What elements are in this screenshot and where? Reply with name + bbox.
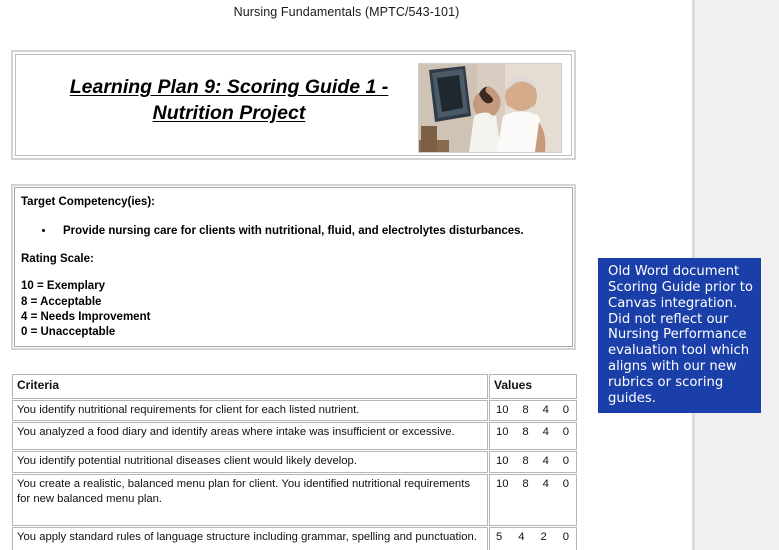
criteria-cell: You create a realistic, balanced menu plan for client. You identified nutritional requirements for new balanced menu plan. bbox=[12, 474, 488, 526]
table-row bbox=[12, 474, 577, 526]
competency-bullet-list bbox=[21, 224, 562, 239]
value-option[interactable]: 0 bbox=[562, 426, 569, 439]
criteria-cell: You identify nutritional requirements for client for each listed nutrient. bbox=[12, 400, 488, 422]
value-option[interactable]: 4 bbox=[542, 426, 549, 439]
value-option[interactable]: 4 bbox=[518, 530, 525, 543]
value-options bbox=[494, 403, 572, 418]
criteria-cell: You apply standard rules of language structure including grammar, spelling and punctuation. bbox=[12, 527, 488, 550]
value-option[interactable]: 10 bbox=[496, 426, 509, 439]
target-competency-box bbox=[11, 184, 576, 350]
rating-scale-item-10: 10 = Exemplary bbox=[21, 280, 106, 293]
xray-scene-illustration bbox=[419, 64, 561, 152]
column-header-criteria: Criteria bbox=[12, 374, 488, 399]
values-cell bbox=[489, 474, 577, 526]
rating-scale-item-0: 0 = Unacceptable bbox=[21, 326, 116, 339]
value-option[interactable]: 10 bbox=[496, 403, 509, 416]
value-option[interactable]: 0 bbox=[562, 455, 569, 468]
value-option[interactable]: 10 bbox=[496, 455, 509, 468]
value-option[interactable]: 2 bbox=[540, 530, 547, 543]
table-row bbox=[12, 422, 577, 450]
value-option[interactable]: 0 bbox=[562, 403, 569, 416]
value-option[interactable]: 0 bbox=[562, 477, 569, 490]
table-row bbox=[12, 527, 577, 550]
target-competency-content bbox=[14, 187, 573, 347]
title-banner-inner bbox=[15, 54, 572, 156]
competency-heading: Target Competency(ies): bbox=[21, 196, 155, 208]
annotation-callout: Old Word document Scoring Guide prior to Canvas integration. Did not reflect our Nursing Performance evaluation tool which aligns with our new rubrics or scoring guides. bbox=[598, 258, 761, 413]
criteria-table-body bbox=[12, 400, 577, 550]
value-option[interactable]: 8 bbox=[522, 403, 529, 416]
criteria-table bbox=[11, 373, 578, 550]
value-options bbox=[494, 454, 572, 469]
value-option[interactable]: 5 bbox=[496, 530, 503, 543]
values-cell bbox=[489, 400, 577, 422]
rating-scale-item-8: 8 = Acceptable bbox=[21, 295, 102, 308]
header-photo bbox=[418, 63, 562, 153]
criteria-cell: You analyzed a food diary and identify areas where intake was insufficient or excessive. bbox=[12, 422, 488, 450]
value-option[interactable]: 10 bbox=[496, 477, 509, 490]
running-header: Nursing Fundamentals (MPTC/543-101) bbox=[233, 5, 460, 19]
value-option[interactable]: 0 bbox=[562, 530, 569, 543]
values-cell bbox=[489, 451, 577, 473]
criteria-cell: You identify potential nutritional diseases client would likely develop. bbox=[12, 451, 488, 473]
table-row bbox=[12, 400, 577, 422]
title-banner bbox=[11, 50, 576, 160]
column-header-values: Values bbox=[489, 374, 577, 399]
value-option[interactable]: 4 bbox=[542, 455, 549, 468]
values-cell bbox=[489, 422, 577, 450]
criteria-table-head bbox=[12, 374, 577, 399]
table-header-row bbox=[12, 374, 577, 399]
value-option[interactable]: 8 bbox=[522, 426, 529, 439]
value-options bbox=[494, 530, 572, 545]
rating-scale-item-4: 4 = Needs Improvement bbox=[21, 310, 151, 323]
competency-bullet: • Provide nursing care for clients with nutritional, fluid, and electrolytes disturbances. bbox=[55, 224, 562, 239]
page-title: Learning Plan 9: Scoring Guide 1 - Nutrition Project bbox=[69, 76, 389, 124]
value-option[interactable]: 8 bbox=[522, 455, 529, 468]
value-option[interactable]: 4 bbox=[542, 477, 549, 490]
value-option[interactable]: 4 bbox=[542, 403, 549, 416]
rating-scale-heading: Rating Scale: bbox=[21, 253, 94, 266]
criteria-table-wrapper bbox=[11, 373, 577, 550]
value-option[interactable]: 8 bbox=[522, 477, 529, 490]
values-cell bbox=[489, 527, 577, 550]
value-options bbox=[494, 477, 572, 492]
table-row bbox=[12, 451, 577, 473]
value-options bbox=[494, 425, 572, 440]
